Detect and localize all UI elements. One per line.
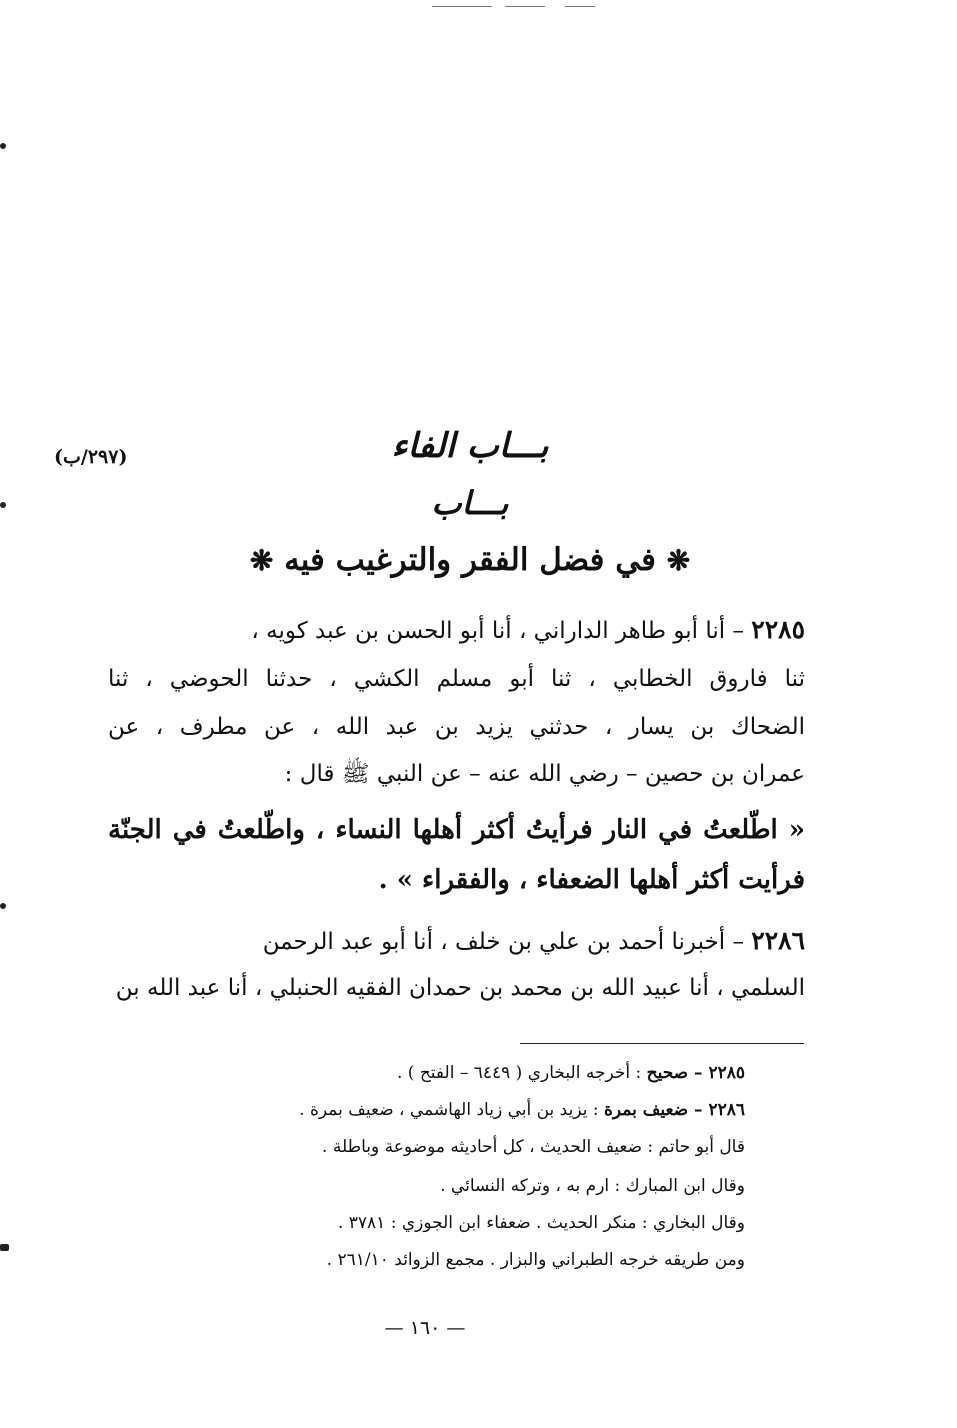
footnote-number: ٢٢٨٥ [708,1063,745,1083]
manuscript-folio-reference: (٢٩٧/ب) [54,446,128,468]
hadith-text: – أخبرنا أحمد بن علي بن خلف ، أنا أبو عبد الرحمن [262,929,752,955]
hadith-2285-line-4: عمران بن حصين – رضي الله عنه – عن النبي ﷺ قال : [284,761,805,787]
scan-edge-mark [0,903,6,909]
footnote-text: : يزيد بن أبي زياد الهاشمي ، ضعيف بمرة . [299,1100,604,1120]
hadith-number: ٢٢٨٦ [751,926,805,955]
hadith-2285-quote-line-2: فرأيت أكثر أهلها الضعفاء ، والفقراء » . [378,865,805,895]
footnote-text: : أخرجه البخاري ( ٦٤٤٩ – الفتح ) . [396,1063,647,1083]
footnote-number: ٢٢٨٦ [708,1100,745,1120]
hadith-2285-line-1 [108,614,805,647]
footnote-separator [520,1043,804,1044]
footnote-4: وقال ابن المبارك : ارم به ، وتركه النسائي . [440,1176,745,1196]
section-heading-word: بـــاب [431,484,509,522]
footnote-5: وقال البخاري : منكر الحديث . ضعفاء ابن الجوزي : ٣٧٨١ . [337,1213,745,1233]
hadith-number: ٢٢٨٥ [751,615,805,644]
hadith-2285-line-2: ثنا فاروق الخطابي ، ثنا أبو مسلم الكشي ، حدثنا الحوضي ، ثنا [108,666,805,692]
top-rule [565,6,595,7]
hadith-2285-line-3: الضحاك بن يسار ، حدثني يزيد بن عبد الله ، عن مطرف ، عن [108,714,805,740]
scan-edge-mark [0,143,6,149]
hadith-2286-line-2: السلمي ، أنا عبيد الله بن محمد بن حمدان الفقيه الحنبلي ، أنا عبد الله بن [115,975,805,1001]
footnote-6: ومن طريقه خرجه الطبراني والبزار . مجمع الزوائد ٢٦١/١٠ . [326,1250,745,1270]
hadith-2286-line-1 [108,925,805,958]
scan-edge-mark [0,502,6,508]
top-rule [505,6,545,7]
top-rule [432,6,492,7]
section-title-text: في فضل الفقر والترغيب فيه [284,542,656,578]
hadith-text: – أنا أبو طاهر الداراني ، أنا أبو الحسن بن عبد كويه ، [251,618,752,644]
footnote-grade: – صحيح [646,1063,709,1083]
scan-edge-mark [0,1244,9,1251]
page-number: — ١٦٠ — [384,1317,466,1339]
footnote-2 [200,1097,745,1123]
chapter-title: بـــاب الفاء [391,426,549,466]
section-title [110,542,830,578]
ornament-star-icon: ❋ [666,544,691,577]
hadith-2285-quote-line-1: « اطّلعتُ في النار فرأيتُ أكثر أهلها النساء ، واطّلعتُ في الجنّة [108,815,805,845]
footnote-3: قال أبو حاتم : ضعيف الحديث ، كل أحاديثه موضوعة وباطلة . [322,1137,745,1157]
footnote-1 [200,1060,745,1086]
ornament-star-icon: ❋ [249,544,274,577]
footnote-grade: – ضعيف بمرة [603,1100,709,1120]
